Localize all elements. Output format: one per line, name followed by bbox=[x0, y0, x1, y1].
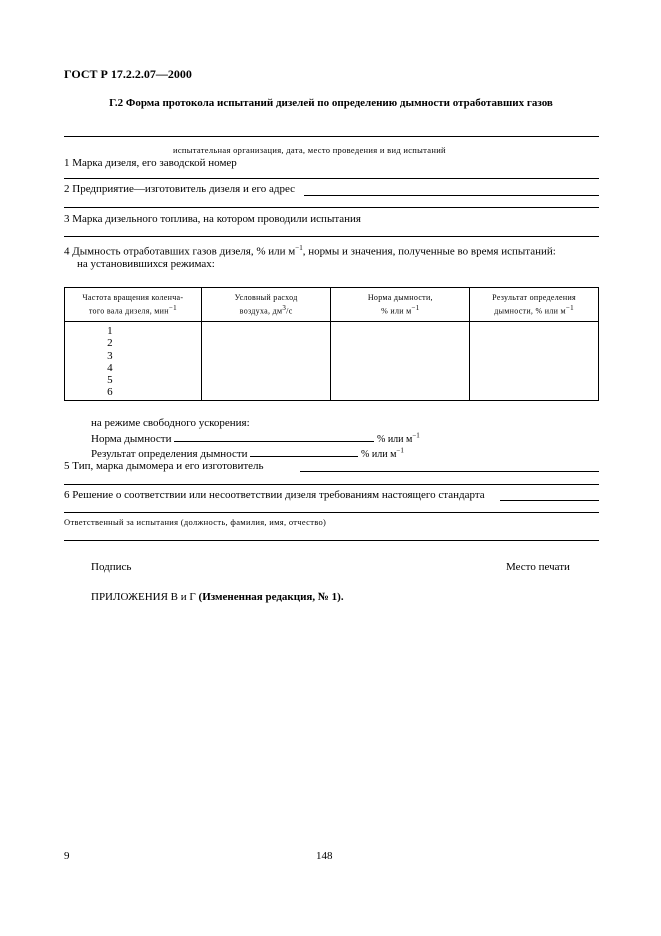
mode-number: 3 bbox=[107, 349, 113, 362]
free-accel-heading: на режиме свободного ускорения: bbox=[91, 417, 250, 429]
table-row bbox=[65, 322, 599, 401]
footer-left-number: 9 bbox=[64, 850, 70, 862]
signature-label: Подпись bbox=[91, 561, 132, 573]
smoke-norm-cell[interactable] bbox=[331, 322, 470, 401]
responsible-caption: Ответственный за испытания (должность, фамилия, имя, отчество) bbox=[64, 517, 327, 527]
document-id: ГОСТ Р 17.2.2.07—2000 bbox=[64, 67, 192, 81]
item-6-line[interactable] bbox=[500, 500, 599, 501]
item-1-label: 1 Марка дизеля, его заводской номер bbox=[64, 157, 237, 169]
item-4-sublabel: на установившихся режимах: bbox=[77, 258, 215, 270]
item-2-label: 2 Предприятие—изготовитель дизеля и его адрес bbox=[64, 183, 295, 195]
header-air-flow: Условный расход воздуха, дм3/с bbox=[201, 288, 331, 322]
norm-row: Норма дымности % или $м^{-1}$ bbox=[91, 431, 420, 445]
mode-list bbox=[65, 322, 201, 399]
mode-list-cell bbox=[65, 322, 202, 401]
norm-field[interactable] bbox=[174, 431, 374, 442]
item-4-label: 4 Дымность отработавших газов дизеля, % или $м^{-1}$, нормы и значения, полученные во время испытаний: bbox=[64, 244, 556, 258]
item-5-line-2[interactable] bbox=[64, 484, 599, 485]
appendix-note: ПРИЛОЖЕНИЯ В и Г (Измененная редакция, № 1). bbox=[91, 591, 344, 603]
smoke-result-cell[interactable] bbox=[470, 322, 599, 401]
section-title: Г.2 Форма протокола испытаний дизелей по определению дымности отработавших газов bbox=[109, 97, 553, 109]
page-number: 148 bbox=[316, 850, 333, 862]
results-table bbox=[64, 287, 599, 401]
mode-number: 1 bbox=[107, 325, 113, 337]
mode-number: 4 bbox=[107, 361, 113, 374]
org-caption: испытательная организация, дата, место проведения и вид испытаний bbox=[173, 145, 446, 155]
result-field[interactable] bbox=[250, 446, 358, 457]
item-5-label: 5 Тип, марка дымомера и его изготовитель bbox=[64, 460, 264, 472]
item-5-line[interactable] bbox=[300, 471, 599, 472]
stamp-label: Место печати bbox=[506, 561, 570, 573]
responsible-line[interactable] bbox=[64, 540, 599, 541]
item-2-line[interactable] bbox=[304, 195, 599, 196]
item-1-line[interactable] bbox=[64, 178, 599, 179]
air-flow-cell[interactable] bbox=[201, 322, 331, 401]
item-6-line-2[interactable] bbox=[64, 512, 599, 513]
result-row: Результат определения дымности % или $м^{-1}$ bbox=[91, 446, 404, 460]
header-smoke-result: Результат определения дымности, % или м−1 bbox=[470, 288, 599, 322]
header-smoke-norm: Норма дымности, % или м−1 bbox=[331, 288, 470, 322]
mode-number: 5 bbox=[107, 374, 113, 387]
item-6-label: 6 Решение о соответствии или несоответствии дизеля требованиям настоящего стандарта bbox=[64, 489, 485, 501]
item-3-line[interactable] bbox=[64, 236, 599, 237]
table-header-row bbox=[65, 288, 599, 322]
mode-number: 6 bbox=[107, 386, 113, 399]
item-2-line-2[interactable] bbox=[64, 207, 599, 208]
mode-number: 2 bbox=[107, 337, 113, 350]
item-3-label: 3 Марка дизельного топлива, на котором проводили испытания bbox=[64, 213, 361, 225]
org-line[interactable] bbox=[64, 136, 599, 137]
header-speed: Частота вращения коленча- того вала дизеля, мин−1 bbox=[65, 288, 202, 322]
